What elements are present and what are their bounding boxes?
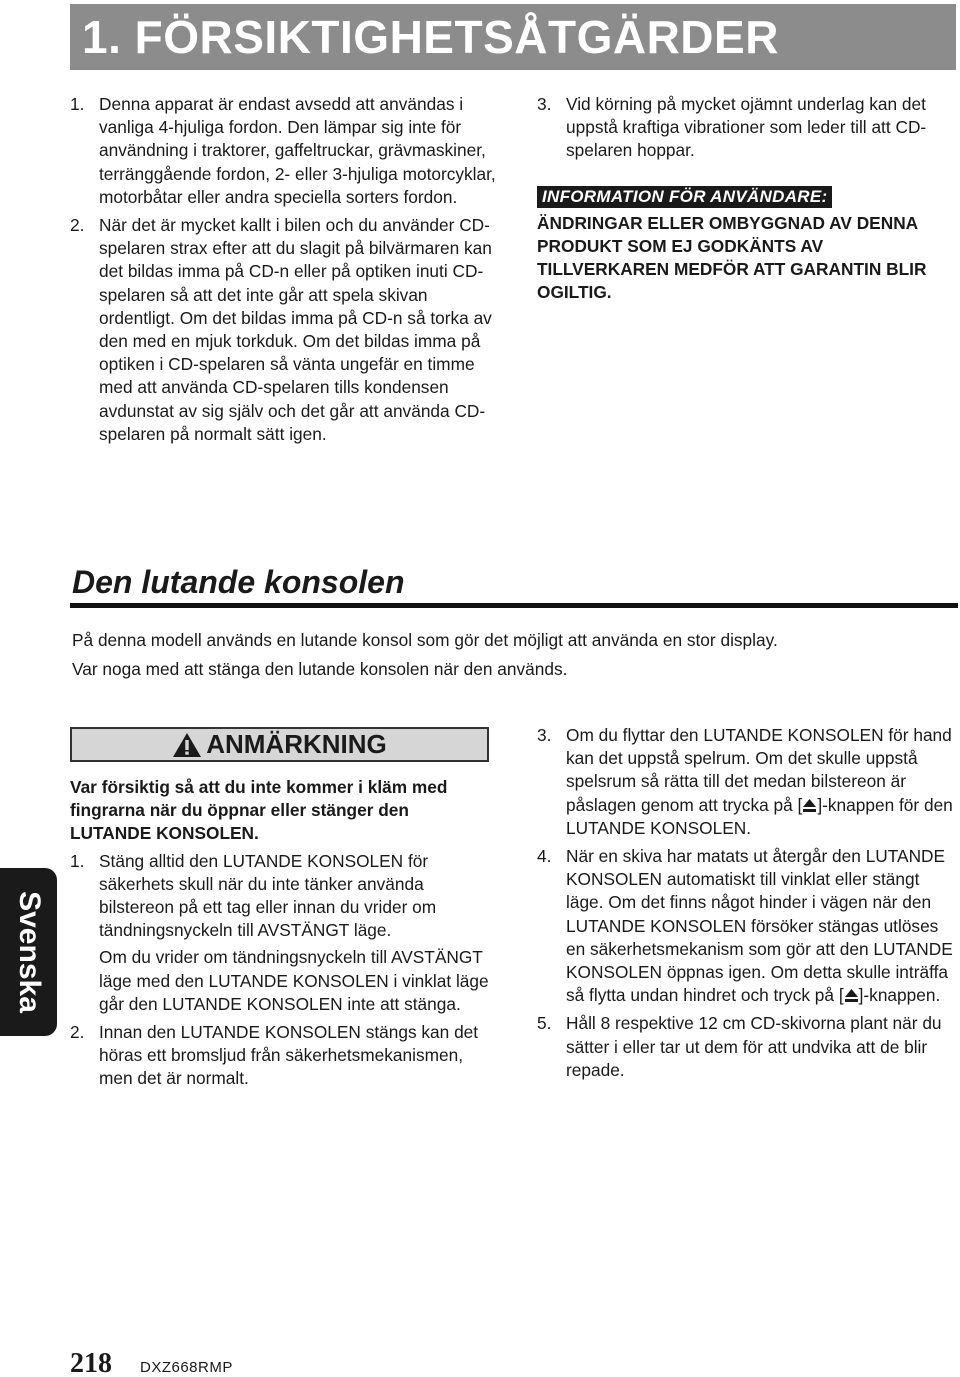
precautions-right-column bbox=[537, 93, 949, 305]
intro-line: Var noga med att stänga den lutande konsolen när den används. bbox=[72, 659, 568, 679]
page-title: 1. FÖRSIKTIGHETSÅTGÄRDER bbox=[70, 4, 956, 70]
list-text: Denna apparat är endast avsedd att användas i vanliga 4-hjuliga fordon. Den lämpar sig inte för användning i traktorer, gaffeltruckar, grävmaskiner, terränggående fordon, 2- eller 3-hjuliga motorcyklar, motorbåtar eller andra speciella sorters fordon. bbox=[99, 94, 496, 207]
eject-icon bbox=[844, 988, 859, 1003]
list-text: ]-knappen för den LUTANDE KONSOLEN. bbox=[566, 794, 953, 838]
list-number: 2. bbox=[70, 215, 85, 236]
intro-line: På denna modell används en lutande konsol som gör det möjligt att använda en stor display. bbox=[72, 630, 778, 650]
console-right-column bbox=[537, 724, 957, 1082]
list-number: 3. bbox=[537, 94, 552, 114]
warning-triangle-icon bbox=[172, 732, 202, 758]
page-number: 218 bbox=[70, 1348, 112, 1377]
caution-heading-box bbox=[70, 727, 489, 762]
list-text: När en skiva har matats ut återgår den LUTANDE KONSOLEN automatiskt till vinklat eller stängt läge. Om det finns något hinder i vägen när den LUTANDE KONSOLEN försöker stängas utlöses en säkerhetsmekanism som gör att den LUTANDE KONSOLEN öppnas igen. Om detta skulle inträffa så flytta undan hindret och tryck på [ bbox=[566, 846, 953, 1006]
caution-left-column bbox=[70, 776, 490, 1091]
list-number: 3. bbox=[537, 725, 552, 745]
eject-icon bbox=[802, 798, 817, 813]
language-tab bbox=[0, 868, 57, 1036]
list-item bbox=[537, 1012, 957, 1082]
list-number: 1. bbox=[70, 94, 85, 114]
list-item bbox=[70, 214, 500, 446]
language-tab-label: Svenska bbox=[12, 891, 46, 1013]
list-number: 5. bbox=[537, 1013, 552, 1034]
list-number: 4. bbox=[537, 846, 552, 867]
list-item bbox=[537, 724, 957, 840]
list-text: Vid körning på mycket ojämnt underlag kan det uppstå kraftiga vibrationer som leder till att CD-spelaren hoppar. bbox=[566, 94, 927, 161]
list-item bbox=[70, 1021, 490, 1091]
list-item bbox=[537, 93, 949, 163]
list-item bbox=[70, 850, 490, 1016]
section-divider bbox=[70, 603, 958, 608]
section-intro bbox=[72, 626, 952, 684]
list-number: 1. bbox=[70, 850, 85, 871]
list-text: Innan den LUTANDE KONSOLEN stängs kan det höras ett bromsljud från säkerhetsmekanismen, men det är normalt. bbox=[99, 1022, 479, 1089]
caution-lead: Var försiktig så att du inte kommer i kläm med fingrarna när du öppnar eller stänger den LUTANDE KONSOLEN. bbox=[70, 777, 448, 844]
list-text-extra: Om du vrider om tändningsnyckeln till AVSTÄNGT läge med den LUTANDE KONSOLEN i vinklat läge går den LUTANDE KONSOLEN inte att stänga. bbox=[99, 947, 489, 1014]
user-info-text: ÄNDRINGAR ELLER OMBYGGNAD AV DENNA PRODUKT SOM EJ GODKÄNTS AV TILLVERKAREN MEDFÖR ATT GARANTIN BLIR OGILTIG. bbox=[537, 212, 927, 303]
list-text: Håll 8 respektive 12 cm CD-skivorna plant när du sätter i eller tar ut dem för att undvika att de blir repade. bbox=[566, 1013, 942, 1080]
list-number: 2. bbox=[70, 1022, 85, 1043]
list-item bbox=[70, 93, 500, 209]
model-number: DXZ668RMP bbox=[140, 1359, 233, 1376]
precautions-left-column bbox=[70, 93, 500, 446]
list-text: ]-knappen. bbox=[858, 985, 941, 1006]
list-text: Om du flyttar den LUTANDE KONSOLEN för hand kan det uppstå spelrum. Om det skulle uppstå spelsrum så rätta till det medan bilstereon är påslagen genom att trycka på [ bbox=[566, 725, 952, 815]
list-item bbox=[537, 845, 957, 1007]
caution-title: ANMÄRKNING bbox=[206, 729, 387, 759]
list-text: När det är mycket kallt i bilen och du använder CD-spelaren strax efter att du slagit på bilvärmaren kan det bildas imma på CD-n eller på optiken inuti CD-spelaren så att det inte går att spela skivan ordentligt. Om det bildas imma på CD-n så torka av den med en mjuk torkduk. Om det bildas imma på optiken i CD-spelaren så vänta ungefär en timme med att använda CD-spelaren tills kondensen avdunstat av sig själv och det går att använda CD-spelaren på normalt sätt igen. bbox=[99, 215, 492, 444]
list-text: Stäng alltid den LUTANDE KONSOLEN för säkerhets skull när du inte tänker använda bilstereon på ett tag eller innan du vrider om tändningsnyckeln till AVSTÄNGT läge. bbox=[99, 850, 437, 941]
user-info-block bbox=[537, 185, 949, 305]
user-info-label: INFORMATION FÖR ANVÄNDARE: bbox=[537, 186, 832, 208]
section-heading: Den lutande konsolen bbox=[72, 564, 405, 600]
